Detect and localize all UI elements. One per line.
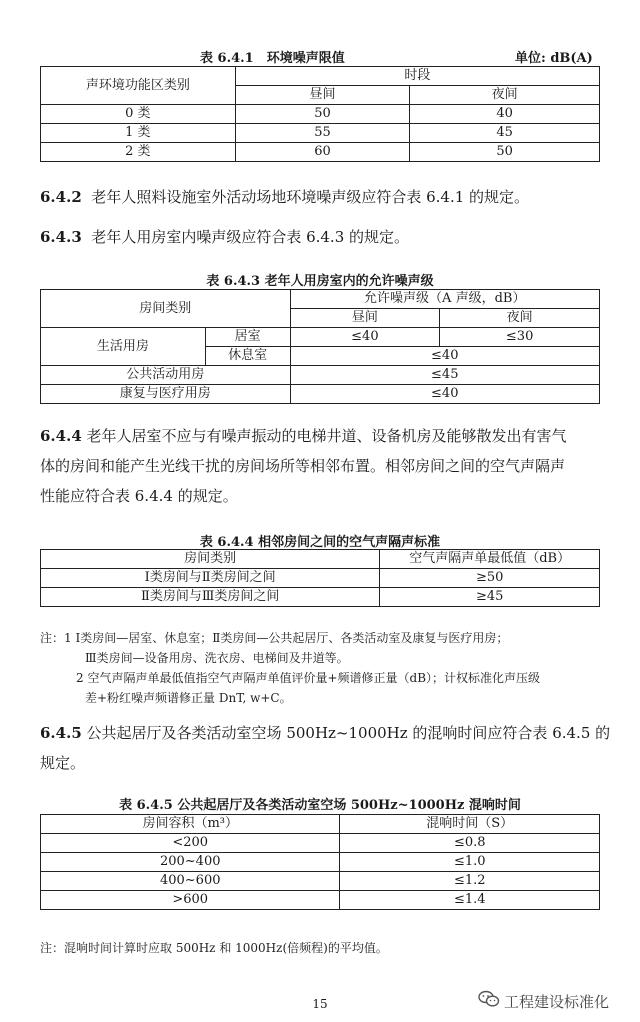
- cell-category: 0 类: [41, 105, 236, 124]
- page-number: 15: [312, 997, 328, 1011]
- header-insulation-value: 空气声隔声单最低值（dB）: [380, 550, 600, 569]
- header-room-type: 房间类别: [41, 290, 291, 328]
- header-day: 昼间: [290, 309, 440, 328]
- clause-643-text: 老年人用房室内噪声级应符合表 6.4.3 的规定。: [91, 228, 410, 246]
- table-645-caption: 表 6.4.5 公共起居厅及各类活动室空场 500Hz~1000Hz 混响时间: [119, 798, 521, 813]
- table-645: [40, 814, 600, 910]
- table-row: [41, 385, 600, 404]
- header-room-type: 房间类别: [41, 550, 380, 569]
- header-day: 昼间: [235, 86, 410, 105]
- table-row: [41, 891, 600, 910]
- clause-644-line-3: 性能应符合表 6.4.4 的规定。: [40, 487, 238, 505]
- cell-reverb: ≤0.8: [340, 834, 600, 853]
- clause-645: [40, 718, 610, 778]
- table-641: [40, 66, 600, 162]
- cell-night: 50: [410, 143, 600, 162]
- clause-644: [40, 421, 567, 511]
- watermark: [478, 990, 609, 1012]
- header-night: 夜间: [440, 309, 600, 328]
- header-room-volume: 房间容积（m³）: [41, 815, 340, 834]
- cell-night: 45: [410, 124, 600, 143]
- clause-642-text: 老年人照料设施室外活动场地环境噪声级应符合表 6.4.1 的规定。: [91, 188, 530, 206]
- table-row: [41, 124, 600, 143]
- header-night: 夜间: [410, 86, 600, 105]
- table-row: [41, 853, 600, 872]
- cell-public-value: ≤45: [290, 366, 599, 385]
- note-1-line-2: Ⅲ类房间—设备用房、洗衣房、电梯间及井道等。: [85, 651, 349, 665]
- cell-category: 1 类: [41, 124, 236, 143]
- header-category: 声环境功能区类别: [41, 67, 236, 105]
- table-643-caption: 表 6.4.3 老年人用房室内的允许噪声级: [206, 274, 434, 289]
- table-row: [41, 328, 600, 347]
- table-644-caption: 表 6.4.4 相邻房间之间的空气声隔声标准: [199, 535, 441, 550]
- table-644-notes: [40, 628, 540, 708]
- note-2-line-1: 2 空气声隔声单最低值指空气声隔声单值评价量+频谱修正量（dB）；计权标准化声压级: [76, 671, 541, 685]
- table-643: [40, 289, 600, 404]
- cell-bedroom: 居室: [205, 328, 290, 347]
- table-641-unit: 单位: dB(A): [515, 51, 593, 66]
- cell-volume: 200~400: [41, 853, 340, 872]
- table-row: [41, 143, 600, 162]
- cell-day: 50: [235, 105, 410, 124]
- watermark-text: 工程建设标准化: [504, 992, 610, 1011]
- header-reverb-time: 混响时间（S）: [340, 815, 600, 834]
- table-row: [41, 834, 600, 853]
- clause-644-line-2: 体的房间和能产生光线干扰的房间场所等相邻布置。相邻房间之间的空气声隔声: [40, 457, 566, 475]
- table-row: [41, 569, 600, 588]
- cell-living-group: 生活用房: [41, 328, 206, 366]
- table-row: [41, 366, 600, 385]
- table-641-caption: 表 6.4.1 环境噪声限值: [200, 51, 345, 66]
- cell-room-pair: Ⅱ类房间与Ⅲ类房间之间: [41, 588, 380, 607]
- note-2-line-2: 差+粉红噪声频谱修正量 DnT, w+C。: [85, 691, 292, 705]
- clause-644-number: 6.4.4: [40, 427, 82, 445]
- clause-645-number: 6.4.5: [40, 724, 82, 742]
- note-1-line-1: 注：1 Ⅰ类房间—居室、休息室；Ⅱ类房间—公共起居厅、各类活动室及康复与医疗用房；: [40, 631, 509, 645]
- cell-volume: 400~600: [41, 872, 340, 891]
- clause-642-number: 6.4.2: [40, 188, 82, 206]
- cell-night: 40: [410, 105, 600, 124]
- table-row: [41, 872, 600, 891]
- clause-644-line-1: 6.4.4 老年人居室不应与有噪声振动的电梯井道、设备机房及能够散发出有害气: [40, 427, 567, 445]
- cell-bedroom-day: ≤40: [290, 328, 440, 347]
- table-644: [40, 549, 600, 607]
- cell-volume: >600: [41, 891, 340, 910]
- cell-rest-value: ≤40: [290, 347, 599, 366]
- cell-rehab-room: 康复与医疗用房: [41, 385, 291, 404]
- wechat-icon: [478, 990, 500, 1012]
- cell-insulation: ≥50: [380, 569, 600, 588]
- cell-reverb: ≤1.0: [340, 853, 600, 872]
- header-allowed-noise: 允许噪声级（A 声级，dB）: [290, 290, 599, 309]
- cell-reverb: ≤1.4: [340, 891, 600, 910]
- clause-645-line-1: 6.4.5 公共起居厅及各类活动室空场 500Hz~1000Hz 的混响时间应符合表 6.4.5 的: [40, 724, 611, 742]
- cell-rest-room: 休息室: [205, 347, 290, 366]
- cell-day: 55: [235, 124, 410, 143]
- cell-day: 60: [235, 143, 410, 162]
- cell-room-pair: Ⅰ类房间与Ⅱ类房间之间: [41, 569, 380, 588]
- clause-642: [40, 182, 529, 212]
- table-645-note: 注：混响时间计算时应取 500Hz 和 1000Hz(倍频程)的平均值。: [40, 941, 388, 955]
- cell-category: 2 类: [41, 143, 236, 162]
- cell-bedroom-night: ≤30: [440, 328, 600, 347]
- cell-rehab-value: ≤40: [290, 385, 599, 404]
- clause-645-line-2: 规定。: [40, 754, 86, 772]
- header-period: 时段: [235, 67, 599, 86]
- clause-643-number: 6.4.3: [40, 228, 82, 246]
- clause-643: [40, 222, 409, 252]
- table-row: [41, 105, 600, 124]
- cell-insulation: ≥45: [380, 588, 600, 607]
- cell-volume: <200: [41, 834, 340, 853]
- cell-reverb: ≤1.2: [340, 872, 600, 891]
- table-row: [41, 588, 600, 607]
- cell-public-room: 公共活动用房: [41, 366, 291, 385]
